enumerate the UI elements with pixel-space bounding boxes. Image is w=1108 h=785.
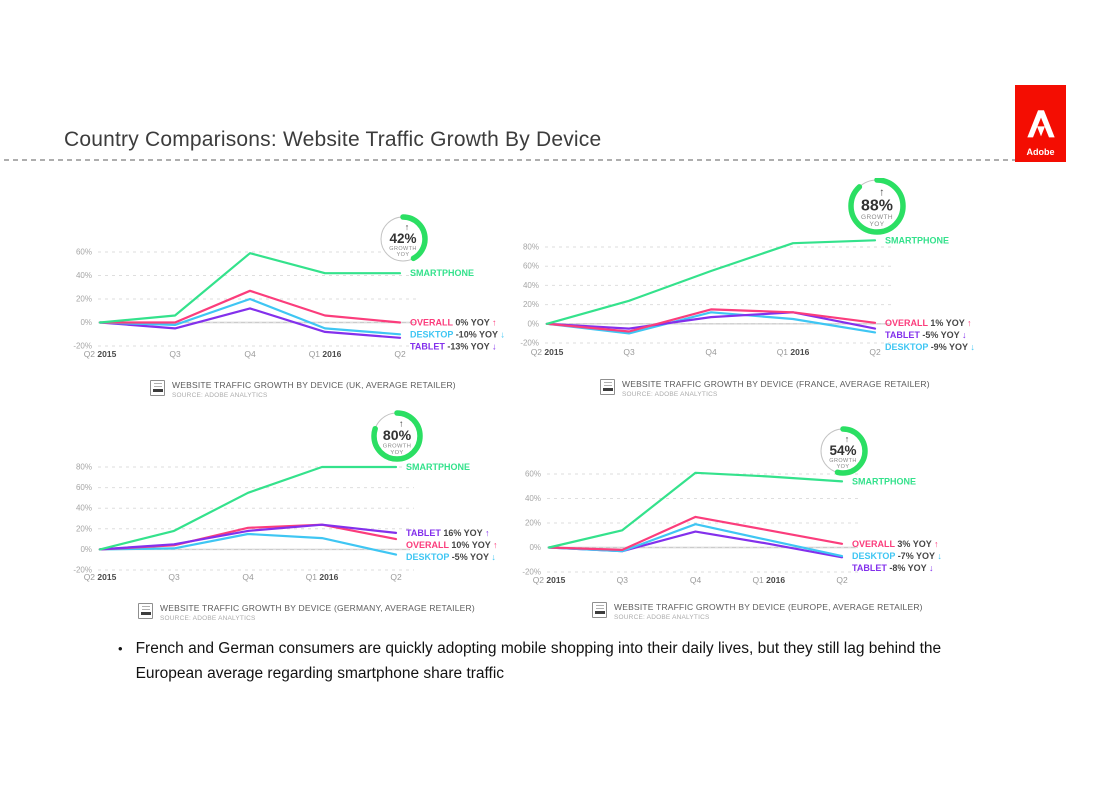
- x-tick-label: Q3: [169, 349, 181, 359]
- badge-up-arrow: ↑: [879, 186, 885, 199]
- chart-caption-title: WEBSITE TRAFFIC GROWTH BY DEVICE (GERMANY, AVERAGE RETAILER): [160, 603, 475, 613]
- chart-caption-title: WEBSITE TRAFFIC GROWTH BY DEVICE (UK, AVERAGE RETAILER): [172, 380, 456, 390]
- chart-caption-source: SOURCE: ADOBE ANALYTICS: [172, 392, 268, 399]
- x-tick-label: Q2 2015: [83, 349, 117, 359]
- chart-europe-figure: [518, 421, 970, 593]
- y-tick-label: 20%: [522, 300, 539, 310]
- badge-growth-label: GROWTH: [382, 443, 412, 450]
- badge-yoy-label: YOY: [396, 252, 410, 258]
- series-line-smartphone: [100, 253, 400, 322]
- y-tick-label: 20%: [524, 518, 541, 528]
- badge-growth-label: GROWTH: [829, 458, 857, 464]
- chart-caption-source: SOURCE: ADOBE ANALYTICS: [614, 614, 710, 621]
- chart-france: [518, 178, 1003, 398]
- series-label-desktop: DESKTOP -9% YOY ↓: [885, 341, 975, 352]
- series-label-smartphone: SMARTPHONE: [406, 462, 471, 472]
- y-tick-label: 0%: [80, 318, 92, 327]
- chart-caption-source: SOURCE: ADOBE ANALYTICS: [622, 391, 718, 398]
- series-line-overall: [549, 517, 842, 550]
- x-tick-label: Q4: [244, 349, 256, 359]
- badge-value: 88%: [861, 197, 893, 215]
- badge-up-arrow: ↑: [398, 417, 404, 429]
- series-label-smartphone: SMARTPHONE: [410, 268, 475, 279]
- badge-value: 42%: [389, 231, 417, 246]
- chart-caption-source: SOURCE: ADOBE ANALYTICS: [160, 615, 256, 622]
- series-label-tablet: TABLET -8% YOY ↓: [852, 563, 934, 574]
- badge-growth-label: GROWTH: [860, 214, 894, 221]
- series-label-overall: OVERALL 0% YOY ↑: [410, 317, 497, 328]
- x-tick-label: Q3: [168, 572, 180, 582]
- badge-yoy-label: YOY: [390, 449, 404, 456]
- chart-germany-figure: [60, 408, 522, 594]
- x-tick-label: Q1 2016: [776, 347, 810, 357]
- y-tick-label: 60%: [522, 261, 539, 271]
- dashed-separator: [4, 159, 1032, 161]
- adi-report-icon: [592, 602, 607, 618]
- x-tick-label: Q2 2015: [83, 572, 117, 582]
- page-title: Country Comparisons: Website Traffic Growth By Device: [64, 128, 602, 152]
- bullet-text: French and German consumers are quickly adopting mobile shopping into their daily lives, but they still lag behind the European average regarding smartphone share traffic: [135, 640, 942, 682]
- y-tick-label: 40%: [75, 271, 92, 280]
- y-tick-label: 40%: [524, 494, 541, 503]
- x-tick-label: Q2: [390, 572, 402, 582]
- y-tick-label: 80%: [75, 462, 92, 472]
- chart-france-figure: [518, 178, 1003, 370]
- series-line-desktop: [100, 299, 400, 334]
- series-line-desktop: [100, 534, 396, 555]
- adi-report-icon: [150, 380, 165, 396]
- y-tick-label: 20%: [75, 294, 92, 304]
- takeaway-bullet: [118, 636, 964, 686]
- badge-value: 54%: [829, 443, 857, 458]
- y-tick-label: -20%: [73, 565, 92, 575]
- bullet-marker: •: [118, 641, 123, 656]
- series-label-desktop: DESKTOP -10% YOY ↓: [410, 329, 505, 340]
- x-tick-label: Q1 2016: [305, 572, 339, 582]
- y-tick-label: 0%: [80, 544, 92, 554]
- series-label-desktop: DESKTOP -7% YOY ↓: [852, 551, 942, 562]
- adi-report-icon: [138, 603, 153, 619]
- series-label-tablet: TABLET 16% YOY ↑: [406, 527, 490, 538]
- chart-uk-caption: [150, 380, 520, 399]
- series-label-smartphone: SMARTPHONE: [885, 235, 950, 246]
- x-tick-label: Q1 2016: [308, 349, 342, 359]
- x-tick-label: Q4: [242, 572, 254, 582]
- series-label-overall: OVERALL 10% YOY ↑: [406, 539, 498, 550]
- y-tick-label: 0%: [529, 543, 541, 552]
- series-label-tablet: TABLET -5% YOY ↓: [885, 329, 967, 340]
- chart-uk-figure: [60, 193, 520, 371]
- adobe-a-icon: [1024, 109, 1058, 139]
- series-label-overall: OVERALL 1% YOY ↑: [885, 317, 972, 328]
- x-tick-label: Q2 2015: [532, 575, 566, 585]
- x-tick-label: Q2: [394, 349, 406, 359]
- x-tick-label: Q4: [689, 575, 702, 585]
- series-label-tablet: TABLET -13% YOY ↓: [410, 341, 497, 352]
- x-tick-label: Q4: [705, 347, 717, 357]
- adobe-wordmark: Adobe: [1026, 147, 1055, 157]
- y-tick-label: 20%: [75, 524, 92, 534]
- y-tick-label: 0%: [527, 319, 539, 329]
- x-tick-label: Q1 2016: [752, 575, 786, 585]
- y-tick-label: -20%: [522, 567, 541, 577]
- badge-yoy-label: YOY: [836, 464, 850, 470]
- y-tick-label: 60%: [75, 247, 92, 257]
- x-tick-label: Q2 2015: [530, 347, 564, 357]
- y-tick-label: 40%: [75, 503, 92, 513]
- chart-europe-caption: [592, 602, 970, 621]
- chart-germany-caption: [138, 603, 522, 622]
- badge-yoy-label: YOY: [869, 221, 885, 229]
- y-tick-label: -20%: [520, 338, 539, 348]
- x-tick-label: Q2: [869, 347, 881, 357]
- y-tick-label: 60%: [75, 483, 92, 493]
- chart-uk: [60, 193, 520, 399]
- badge-growth-label: GROWTH: [389, 246, 417, 252]
- chart-europe: [518, 421, 970, 621]
- series-label-desktop: DESKTOP -5% YOY ↓: [406, 551, 496, 562]
- badge-up-arrow: ↑: [844, 434, 850, 444]
- series-line-tablet: [547, 312, 875, 328]
- series-line-desktop: [549, 524, 842, 556]
- x-tick-label: Q2: [836, 575, 848, 585]
- x-tick-label: Q3: [623, 347, 635, 357]
- y-tick-label: 40%: [522, 280, 539, 290]
- x-tick-label: Q3: [616, 575, 628, 585]
- chart-germany: [60, 408, 522, 622]
- adobe-logo: [1015, 85, 1066, 162]
- y-tick-label: 60%: [524, 469, 541, 479]
- y-tick-label: -20%: [73, 341, 92, 351]
- y-tick-label: 80%: [522, 242, 539, 252]
- chart-caption-title: WEBSITE TRAFFIC GROWTH BY DEVICE (EUROPE, AVERAGE RETAILER): [614, 602, 923, 612]
- badge-value: 80%: [382, 427, 412, 444]
- adi-report-icon: [600, 379, 615, 395]
- series-label-overall: OVERALL 3% YOY ↑: [852, 538, 939, 549]
- badge-up-arrow: ↑: [404, 222, 410, 232]
- series-label-smartphone: SMARTPHONE: [852, 476, 917, 487]
- chart-france-caption: [600, 379, 1003, 398]
- chart-caption-title: WEBSITE TRAFFIC GROWTH BY DEVICE (FRANCE, AVERAGE RETAILER): [622, 379, 930, 389]
